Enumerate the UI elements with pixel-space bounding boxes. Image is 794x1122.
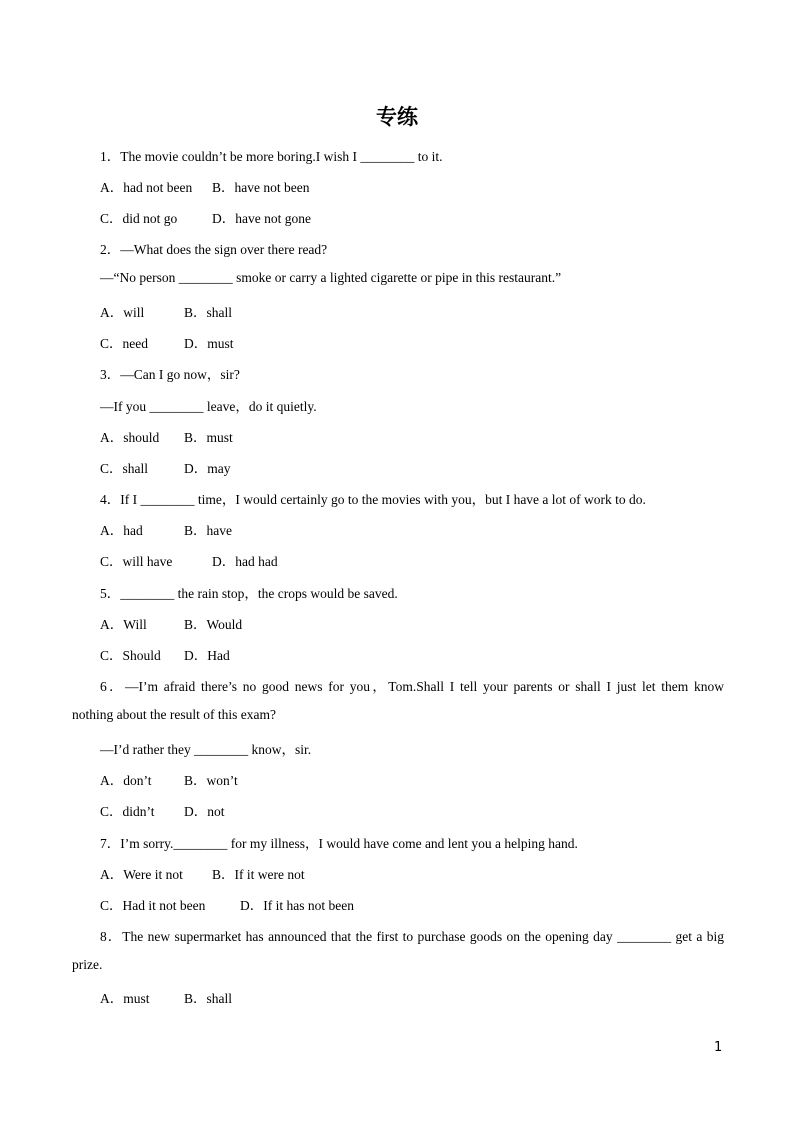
option-d: D．Had <box>184 648 230 663</box>
option-b: B．won’t <box>184 773 238 788</box>
option-b: B．have <box>184 523 232 538</box>
option-c: C．Should <box>100 648 161 663</box>
question-7-stem: 7．I’m sorry.________ for my illness，I would have come and lent you a helping hand. <box>100 836 578 851</box>
page-number: 1 <box>714 1040 723 1055</box>
question-1-stem: 1．The movie couldn’t be more boring.I wish I ________ to it. <box>100 149 443 164</box>
question-3-stem-reply: —If you ________ leave，do it quietly. <box>100 399 317 414</box>
question-2-options-ab <box>100 301 232 321</box>
option-a: A．had <box>100 523 143 538</box>
option-d: D．may <box>184 461 231 476</box>
option-a: A．will <box>100 305 145 320</box>
question-6-stem-continued: nothing about the result of this exam? <box>72 707 276 722</box>
option-b: B．must <box>184 430 233 445</box>
question-7-options-cd <box>100 894 354 914</box>
option-b: B．If it were not <box>212 867 305 882</box>
option-d: D．If it has not been <box>240 898 354 913</box>
option-a: A．should <box>100 430 160 445</box>
option-b: B．Would <box>184 617 243 632</box>
page-title: 专练 <box>376 105 418 129</box>
option-d: D．had had <box>212 554 278 569</box>
question-2-stem-reply: —“No person ________ smoke or carry a lighted cigarette or pipe in this restaurant.” <box>100 270 562 285</box>
option-b: B．shall <box>184 305 233 320</box>
option-c: C．did not go <box>100 211 178 226</box>
question-4-options-cd <box>100 550 278 570</box>
option-c: C．will have <box>100 554 173 569</box>
question-2-options-cd <box>100 332 234 352</box>
question-6-stem-reply: —I’d rather they ________ know，sir. <box>100 742 312 757</box>
question-1-options-ab <box>100 176 309 196</box>
question-7-options-ab <box>100 863 305 883</box>
option-a: A．don’t <box>100 773 152 788</box>
question-8-options-ab <box>100 987 232 1007</box>
question-3-options-cd <box>100 457 231 477</box>
option-c: C．didn’t <box>100 804 155 819</box>
question-5-options-ab <box>100 613 242 633</box>
option-d: D．have not gone <box>212 211 311 226</box>
question-2-stem: 2．—What does the sign over there read? <box>100 242 328 257</box>
question-8-stem: 8．The new supermarket has announced that the first to purchase goods on the opening day ________ get a big <box>100 929 724 944</box>
question-5-stem: 5．________ the rain stop，the crops would be saved. <box>100 586 398 601</box>
question-4-stem: 4．If I ________ time，I would certainly go to the movies with you，but I have a lot of work to do. <box>100 492 646 507</box>
question-8-stem-continued: prize. <box>72 957 103 972</box>
option-a: A．must <box>100 991 150 1006</box>
question-6-stem: 6．—I’m afraid there’s no good news for you，Tom.Shall I tell your parents or shall I just let them know <box>100 679 724 694</box>
option-c: C．need <box>100 336 148 351</box>
question-4-options-ab <box>100 519 232 539</box>
option-c: C．shall <box>100 461 149 476</box>
option-d: D．must <box>184 336 234 351</box>
question-3-stem: 3．—Can I go now，sir? <box>100 367 240 382</box>
question-6-options-cd <box>100 800 225 820</box>
option-d: D．not <box>184 804 225 819</box>
option-a: A．Will <box>100 617 147 632</box>
question-6-options-ab <box>100 769 238 789</box>
question-1-options-cd <box>100 207 311 227</box>
option-b: B．have not been <box>212 180 310 195</box>
option-a: A．had not been <box>100 180 193 195</box>
question-3-options-ab <box>100 426 233 446</box>
question-5-options-cd <box>100 644 230 664</box>
option-b: B．shall <box>184 991 233 1006</box>
option-c: C．Had it not been <box>100 898 206 913</box>
option-a: A．Were it not <box>100 867 183 882</box>
